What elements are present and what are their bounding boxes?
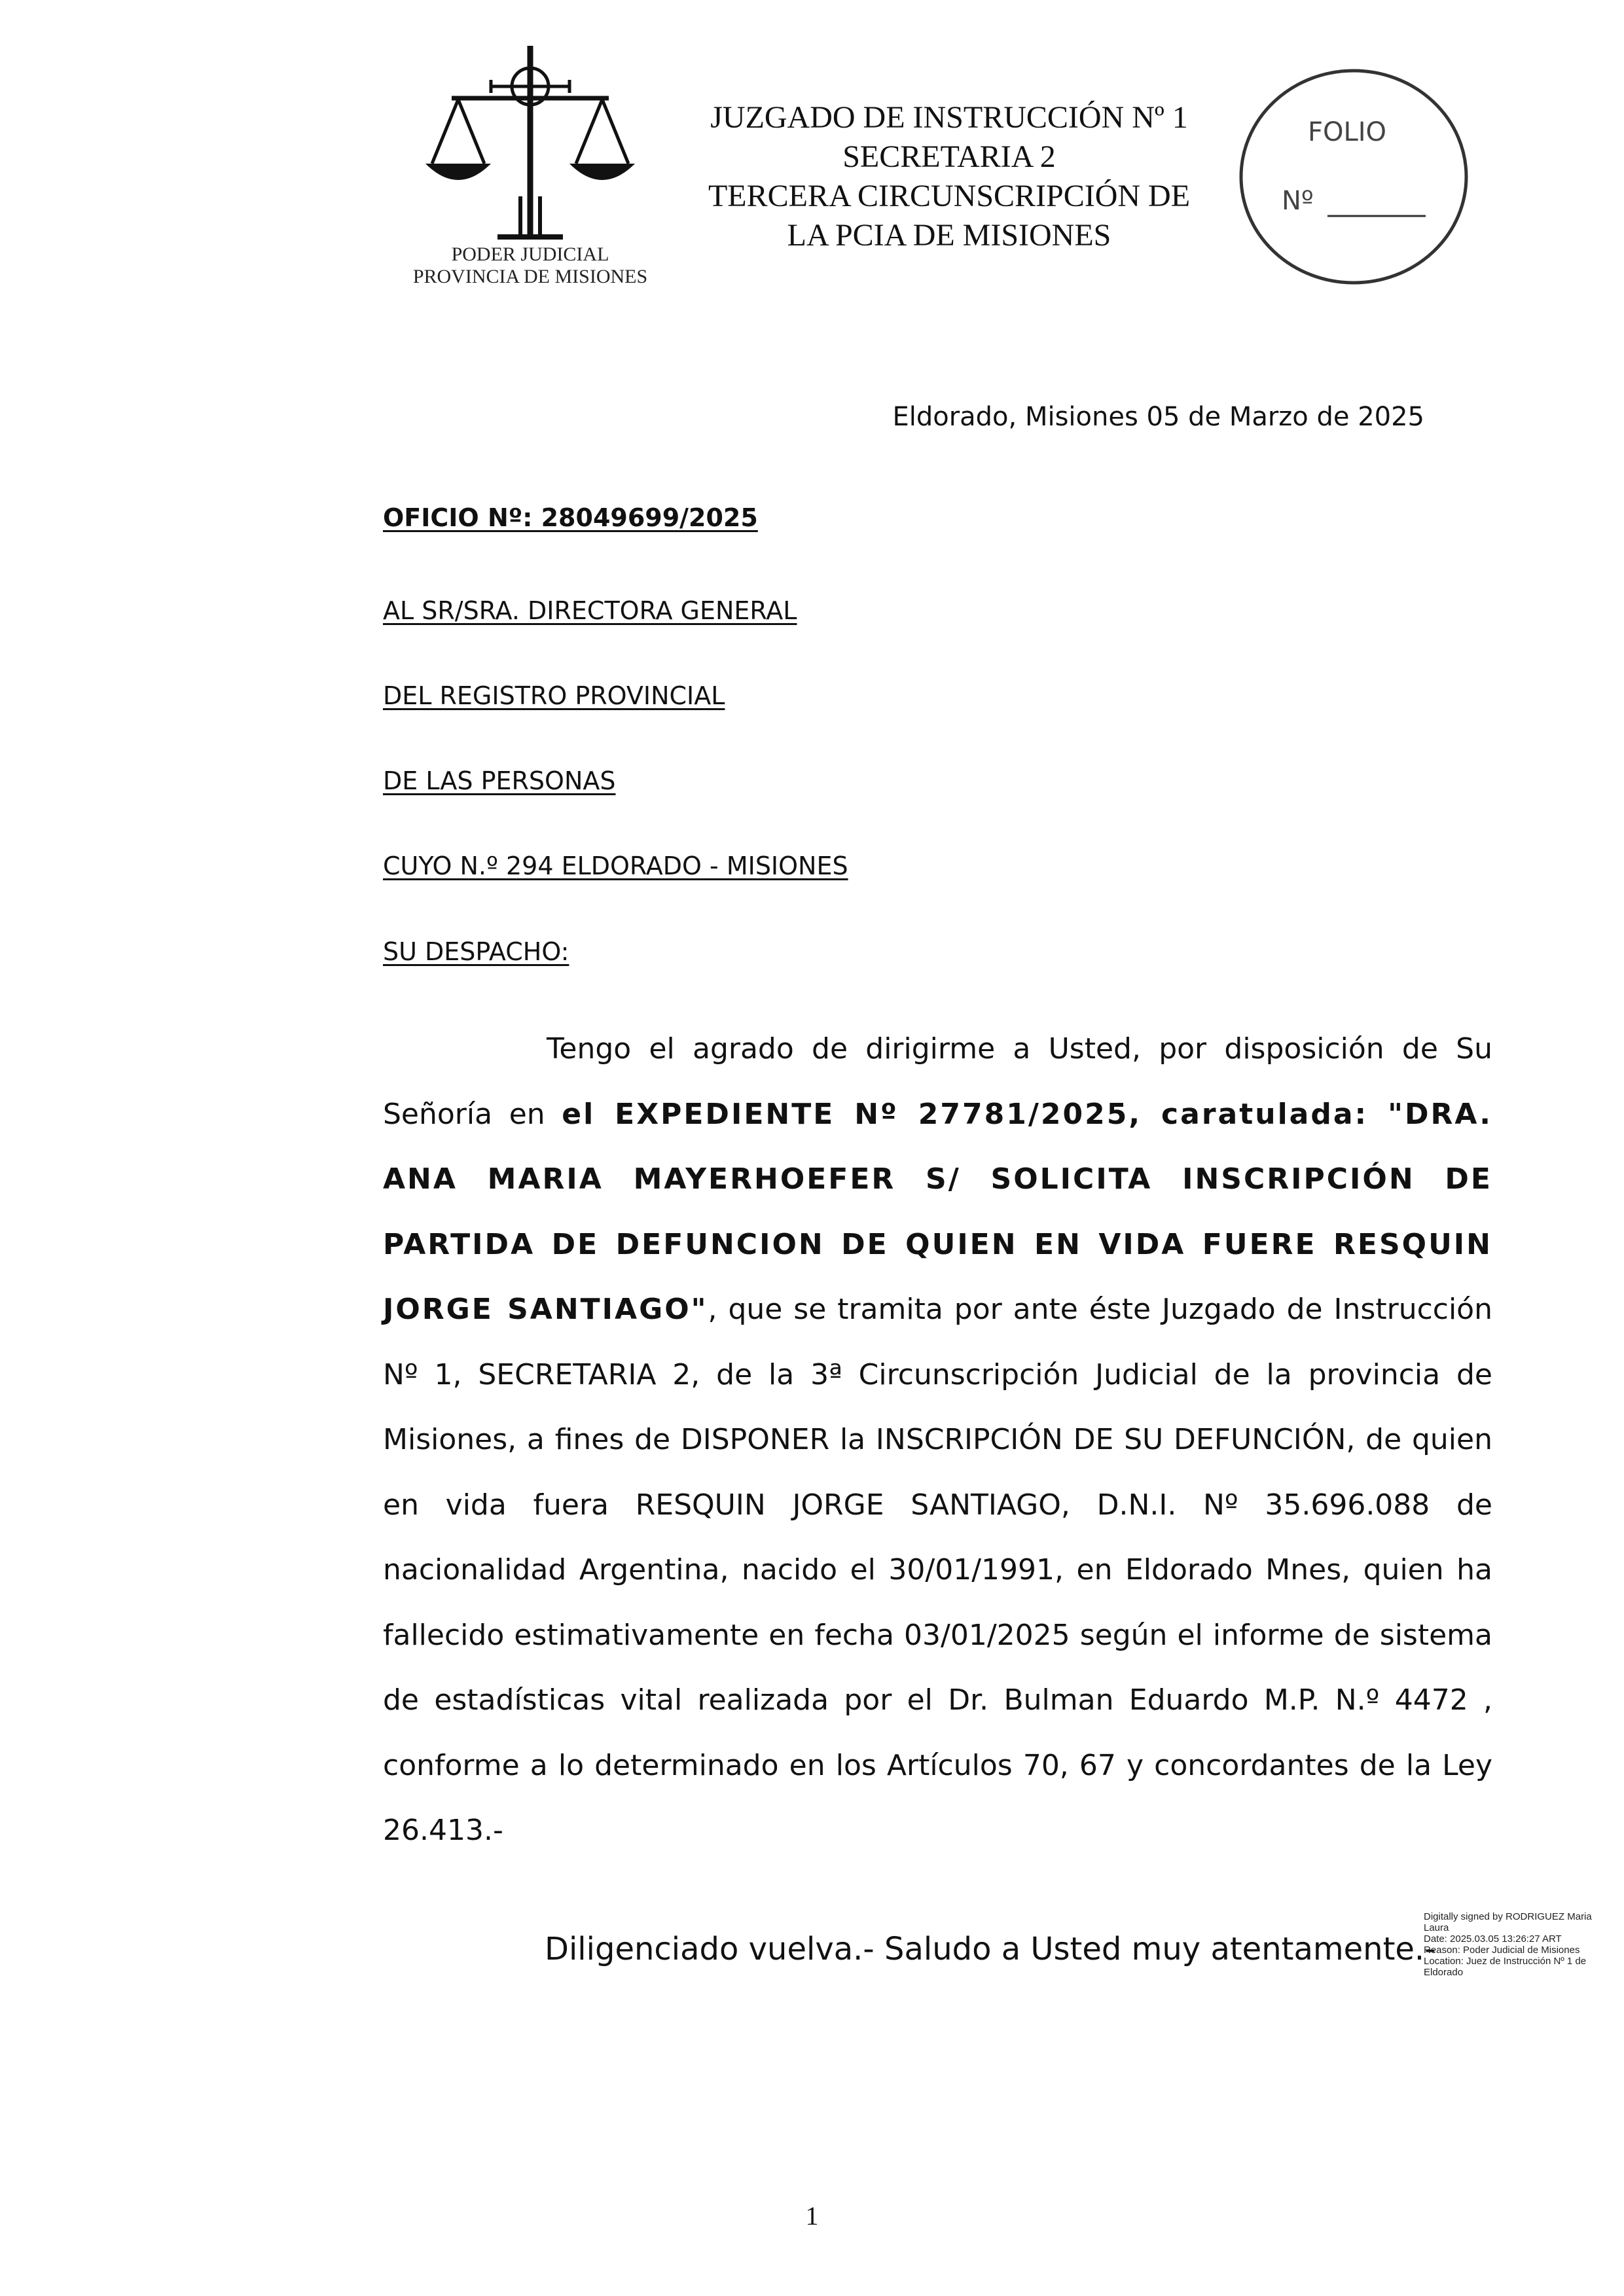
court-name-line1: JUZGADO DE INSTRUCCIÓN Nº 1 — [710, 100, 1188, 135]
oficio-number: OFICIO Nº: 28049699/2025 — [383, 503, 758, 532]
folio-number-label: Nº — [1282, 186, 1314, 216]
digital-signature — [1424, 1911, 1614, 1978]
closing-line: Diligenciado vuelva.- Saludo a Usted muy atentamente.- — [545, 1931, 1436, 1967]
signature-date: Date: 2025.03.05 13:26:27 ART — [1424, 1933, 1562, 1945]
logo-text-line1: PODER JUDICIAL — [451, 243, 609, 265]
case-caption: el EXPEDIENTE Nº 27781/2025, caratulada: "DRA. ANA MARIA MAYERHOEFER S/ SOLICITA INSCRIPCIÓN DE PARTIDA DE DEFUNCION DE QUIEN EN VIDA FUERE RESQUIN JORGE SANTIAGO" — [383, 1097, 1492, 1326]
signature-signer: Digitally signed by RODRIGUEZ Maria Laura — [1424, 1911, 1592, 1933]
recipient-address: CUYO N.º 294 ELDORADO - MISIONES — [383, 852, 848, 880]
signature-location: Location: Juez de Instrucción Nº 1 de Eldorado — [1424, 1956, 1587, 1978]
page-number: 1 — [805, 2201, 819, 2231]
date-line: Eldorado, Misiones 05 de Marzo de 2025 — [892, 402, 1424, 432]
body-rest: , que se tramita por ante éste Juzgado de Instrucción Nº 1, SECRETARIA 2, de la 3ª Circunscripción Judicial de la provincia de Misiones, a fines de DISPONER la INSCRIPCIÓN DE SU DEFUNCIÓN, de quien en vida fuera RESQUIN JORGE SANTIAGO, D.N.I. Nº 35.696.088 de nacionalidad Argentina, nacido el 30/01/1991, en Eldorado Mnes, quien ha fallecido estimativamente en fecha 03/01/2025 según el informe de sistema de estadísticas vital realizada por el Dr. Bulman Eduardo M.P. N.º 4472 , conforme a lo determinado en los Artículos 70, 67 y concordantes de la Ley 26.413.- — [383, 1293, 1492, 1847]
court-name-line2: SECRETARIA 2 — [842, 139, 1056, 174]
body-paragraph — [383, 1016, 1492, 1863]
signature-reason: Reason: Poder Judicial de Misiones — [1424, 1945, 1580, 1956]
folio-title: FOLIO — [1307, 117, 1387, 147]
court-name-line4: LA PCIA DE MISIONES — [787, 218, 1111, 253]
su-despacho: SU DESPACHO: — [383, 937, 569, 966]
recipient-line3: DE LAS PERSONAS — [383, 766, 616, 795]
poder-judicial-logo — [399, 39, 674, 288]
folio-stamp — [1229, 62, 1478, 291]
court-name-line3: TERCERA CIRCUNSCRIPCIÓN DE — [708, 179, 1191, 213]
body-intro: Tengo el agrado de dirigirme a Usted, por disposición de Su Señoría en — [383, 1032, 1492, 1131]
recipient-line2: DEL REGISTRO PROVINCIAL — [383, 681, 725, 710]
recipient-line1: AL SR/SRA. DIRECTORA GENERAL — [383, 596, 797, 625]
logo-text-line2: PROVINCIA DE MISIONES — [412, 266, 648, 287]
